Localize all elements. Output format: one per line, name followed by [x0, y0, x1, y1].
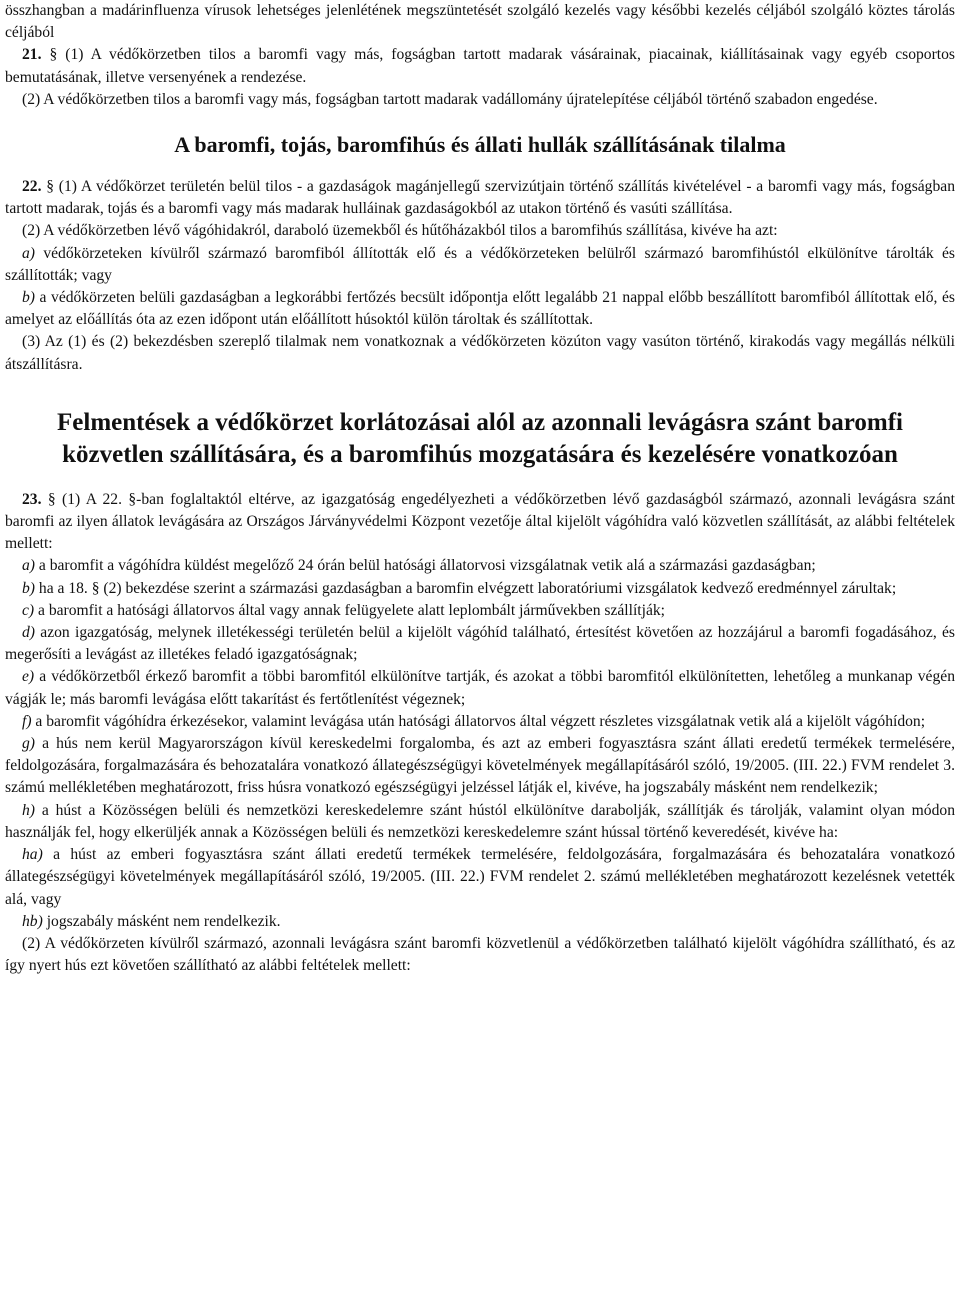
chapter-heading: Felmentések a védőkörzet korlátozásai alól az azonnali levágásra szánt baromfi közvetlen szállítására, és a baromfihús mozgatására és kezelésére vonatkozóan — [57, 408, 903, 468]
paragraph — [5, 331, 955, 375]
paragraph-text: a hús nem kerül Magyarországon kívül kereskedelmi forgalomba, és azt az emberi fogyasztásra szánt állati eredetű termékek termelésére, feldolgozására, forgalmazására és behozatalára vonatkozó állategészségügyi követelmények megállapításáról szóló, 19/2005. (III. 22.) FVM rendelet 3. számú mellékletében meghatározott, friss húsra vonatkozó egészségügyi jelzéssel látják el, kivéve, ha jogszabály másként nem rendelkezik; — [5, 735, 955, 797]
list-item — [5, 287, 955, 331]
paragraph-text: védőkörzeteken kívülről származó baromfiból állították elő és a védőkörzeteken belülről származó baromfihústól elkülönítve tárolták és szállították; vagy — [5, 244, 955, 284]
section-heading: A baromfi, tojás, baromfihús és állati hullák szállításának tilalma — [174, 132, 786, 158]
item-label: b) — [22, 289, 35, 307]
paragraph-text: a védőkörzetből érkező baromfit a többi baromfitól elkülönítve tartják, és azokat a többi baromfitól elkülönítetten, lehetőleg a munkanap végén vágják le; más baromfi levágása előtt takarítást és fertőtlenítést végeznek; — [5, 668, 955, 708]
paragraph-text: a húst az emberi fogyasztásra szánt állati eredetű termékek termelésére, feldolgozására, forgalmazására és behozatalára vonatkozó állategészségügyi követelmények megállapításáról szóló, 19/2005. (III. 22.) FVM rendelet 2. számú mellékletében meghatározott kezelésnek vetették alá, vagy — [5, 846, 955, 908]
item-label: e) — [22, 668, 35, 686]
paragraph-text: (3) Az (1) és (2) bekezdésben szereplő tilalmak nem vonatkoznak a védőkörzeten közúton vagy vasúton történő, kirakodás vagy megállás nélküli átszállításra. — [5, 333, 955, 373]
paragraph-text: jogszabály másként nem rendelkezik. — [42, 912, 281, 930]
section-number: 23. — [22, 490, 42, 508]
list-item — [5, 711, 955, 733]
paragraph-text: § (1) A védőkörzetben tilos a baromfi vagy más, fogságban tartott madarak vásárainak, piacainak, kiállításainak vagy egyéb csoportos bemutatásának, illetve versenyének a rendezése. — [5, 46, 955, 86]
paragraph — [5, 0, 955, 44]
paragraph-text: § (1) A védőkörzet területén belül tilos - a gazdaságok magánjellegű szervizútjain történő szállítás kivételével - a baromfi vagy más, fogságban tartott madarak, tojás és a baromfi vagy más madarak hulláinak gazdaságokból az utakon történő és vasúti szállítása. — [5, 178, 955, 218]
paragraph-text: a baromfit a vágóhídra küldést megelőző 24 órán belül hatósági állatorvosi vizsgálatnak vetik alá a származási gazdaságban; — [35, 557, 816, 575]
list-item — [5, 666, 955, 710]
list-item — [5, 622, 955, 666]
paragraph — [5, 933, 955, 977]
section-number: 21. — [22, 46, 42, 64]
paragraph-text: ha a 18. § (2) bekezdése szerint a származási gazdaságban a baromfin elvégzett laboratóriumi vizsgálatok kedvező eredménnyel zárultak; — [35, 579, 897, 597]
list-item — [5, 844, 955, 911]
section-paragraph — [5, 489, 955, 556]
item-label: a) — [22, 244, 35, 262]
paragraph-text: a baromfit vágóhídra érkezésekor, valamint levágása után hatósági állatorvos által végzett részletes vizsgálatnak vetik alá a kijelölt vágóhídon; — [31, 712, 926, 730]
paragraph-text: a baromfit a hatósági állatorvos által vagy annak felügyelete alatt leplombált járművekben szállítják; — [34, 601, 666, 619]
paragraph-text: § (1) A 22. §-ban foglaltaktól eltérve, az igazgatóság engedélyezheti a védőkörzetben lévő gazdaságból származó, azonnali levágásra szánt baromfi az ilyen állatok levágására az Országos Járványvédelmi Központ vezetője által kijelölt vágóhídra való közvetlen szállítását, az alábbi feltételek mellett: — [5, 490, 955, 553]
item-label: hb) — [22, 912, 43, 930]
item-label: b) — [22, 579, 35, 597]
item-label: d) — [22, 624, 35, 642]
section-paragraph — [5, 44, 955, 88]
paragraph-text: összhangban a madárinfluenza vírusok lehetséges jelenlétének megszüntetését szolgáló kezelés vagy későbbi kezelés céljából szolgáló köztes tárolás céljából — [5, 2, 955, 42]
paragraph-text: (2) A védőkörzetben lévő vágóhidakról, daraboló üzemekből és hűtőházakból tilos a baromfihús szállítása, kivéve ha azt: — [22, 222, 778, 240]
list-item — [5, 911, 955, 933]
section-number: 22. — [22, 178, 42, 196]
list-item — [5, 578, 955, 600]
paragraph-text: a védőkörzeten belüli gazdaságban a legkorábbi fertőzés becsült időpontja előtt legalább 21 nappal előbb beszállított baromfiból állítottak elő, és amelyet az előállítás óta az ezen időpont után előállított húsoktól külön tároltak és szállítottak. — [5, 289, 955, 329]
item-label: f) — [22, 712, 32, 730]
paragraph-text: a húst a Közösségen belüli és nemzetközi kereskedelemre szánt hústól elkülönítve darabolják, szállítják és tárolják, valamint olyan módon használják fel, hogy elkerüljék annak a Közösségen belüli és nemzetközi kereskedelemre szánt hússal történő keveredését, kivéve ha: — [5, 801, 955, 841]
paragraph-text: azon igazgatóság, melynek illetékességi területén belül a kijelölt vágóhíd található, értesítést követően az hozzájárul a baromfi fogadásához, és megerősíti a levágást az illetékes feladó igazgatóságnak; — [5, 624, 955, 664]
paragraph — [5, 89, 955, 111]
list-item — [5, 800, 955, 844]
item-label: c) — [22, 601, 35, 619]
paragraph — [5, 220, 955, 242]
section-paragraph — [5, 176, 955, 220]
list-item — [5, 243, 955, 287]
item-label: g) — [22, 735, 35, 753]
paragraph-text: (2) A védőkörzeten kívülről származó, azonnali levágásra szánt baromfi közvetlenül a védőkörzetben található kijelölt vágóhídra szállítható, és az így nyert hús ezt követően szállítható az alábbi feltételek mellett: — [5, 934, 955, 975]
paragraph-text: (2) A védőkörzetben tilos a baromfi vagy más, fogságban tartott madarak vadállomány újratelepítése céljából történő szabadon engedése. — [22, 90, 878, 108]
list-item — [5, 555, 955, 577]
item-label: ha) — [22, 846, 43, 864]
list-item — [5, 600, 955, 622]
item-label: h) — [22, 801, 35, 819]
item-label: a) — [22, 557, 35, 575]
list-item — [5, 733, 955, 800]
